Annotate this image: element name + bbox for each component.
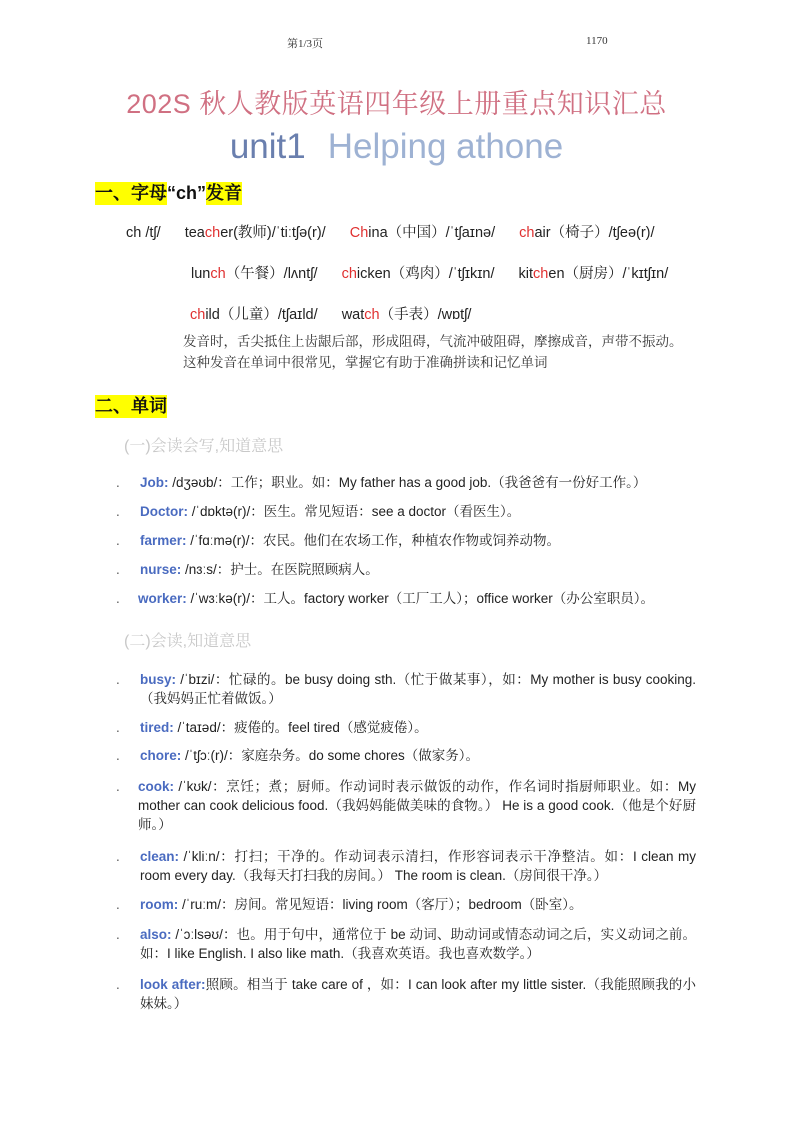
phonics-item: China（中国）/ˈtʃaɪnə/: [349, 225, 496, 241]
vocab-item-also: . also: /ˈɔːlsəʊ/：也。用于句中，通常位于 be 动词、助动词或情态动词之后，实义动词之前。如：I like English. I also like math.（我喜欢英语。我也喜欢数学。）: [116, 927, 696, 961]
phonics-item: teacher(教师)/ˈtiːtʃə(r)/: [184, 225, 326, 241]
vocab-item-look-after: . look after:照顾。相当于 take care of ，如：I can look after my little sister.（我能照顾我的小妹妹。）: [116, 977, 697, 1011]
vocab-item-tired: . tired: /ˈtaɪəd/：疲倦的。feel tired（感觉疲倦）。: [116, 720, 428, 735]
phonics-item: child（儿童）/tʃaɪld/: [190, 307, 318, 323]
vocab-item-doctor: . Doctor: /ˈdɒktə(r)/：医生。常见短语：see a doctor（看医生）。: [116, 504, 521, 519]
vocab-item-room: . room: /ˈruːm/：房间。常见短语：living room（客厅）；bedroom（卧室）。: [116, 897, 583, 912]
pronunciation-note: 发音时，舌尖抵住上齿龈后部，形成阻碍，气流冲破阻碍，摩擦成音，声带不振动。这种发音在单词中很常见，掌握它有助于准确拼读和记忆单词: [183, 334, 683, 371]
phonics-row-3: [190, 303, 491, 324]
phonics-item: chicken（鸡肉）/ˈtʃɪkɪn/: [341, 266, 495, 282]
vocab-item-cook: . cook: /ˈkʊk/：烹饪；煮；厨师。作动词时表示做饭的动作，作名词时指厨师职业。如：My mother can cook delicious food.（我妈妈能做美味的食物。） He is a good cook.（他是个好厨师。）: [116, 779, 696, 832]
phonics-item: lunch（午餐）/lʌntʃ/: [191, 266, 318, 282]
document-code: 1170: [586, 35, 608, 47]
vocab-item-busy: . busy: /ˈbɪzi/：忙碌的。be busy doing sth.（忙于做某事），如：My mother is busy cooking.（我妈妈正忙着做饭。）: [116, 672, 696, 706]
section-heading-ch-pronunciation: 一、字母“ch”发音: [95, 183, 243, 204]
phonics-row-1: [126, 221, 675, 242]
phonics-item: ch /tʃ/: [126, 225, 161, 241]
phonics-item: chair（椅子）/tʃeə(r)/: [519, 225, 655, 241]
page-header: [0, 35, 793, 51]
document-title: 202S 秋人教版英语四年级上册重点知识汇总: [126, 89, 667, 119]
subsection-read-only: (二)会读,知道意思: [124, 633, 252, 650]
vocab-item-worker: . worker: /ˈwɜːkə(r)/：工人。factory worker（工厂工人）；office worker（办公室职员）。: [116, 591, 655, 606]
unit-number: unit1: [229, 127, 306, 166]
page-number: 第1/3页: [287, 38, 324, 50]
phonics-item: watch（手表）/wɒtʃ/: [341, 307, 472, 323]
unit-title: [0, 127, 793, 167]
vocab-item-farmer: . farmer: /ˈfɑːmə(r)/：农民。他们在农场工作，种植农作物或饲养动物。: [116, 533, 561, 548]
vocab-item-clean: . clean: /ˈkliːn/：打扫；干净的。作动词表示清扫，作形容词表示干净整洁。如：I clean my room every day.（我每天打扫我的房间。） The room is clean.（房间很干净。）: [116, 849, 696, 883]
section-heading-vocabulary: 二、单词: [95, 396, 167, 417]
subsection-read-write: (一)会读会写,知道意思: [124, 438, 284, 455]
phonics-item: kitchen（厨房）/ˈkɪtʃɪn/: [518, 266, 669, 282]
vocab-item-chore: . chore: /ˈtʃɔː(r)/：家庭杂务。do some chores（做家务）。: [116, 748, 480, 763]
vocab-item-nurse: . nurse: /nɜːs/：护士。在医院照顾病人。: [116, 562, 379, 577]
unit-name: Helping athone: [327, 127, 564, 166]
vocab-item-job: . Job: /dʒəʊb/：工作；职业。如：My father has a good job.（我爸爸有一份好工作。）: [116, 475, 647, 490]
phonics-row-2: [191, 262, 688, 283]
